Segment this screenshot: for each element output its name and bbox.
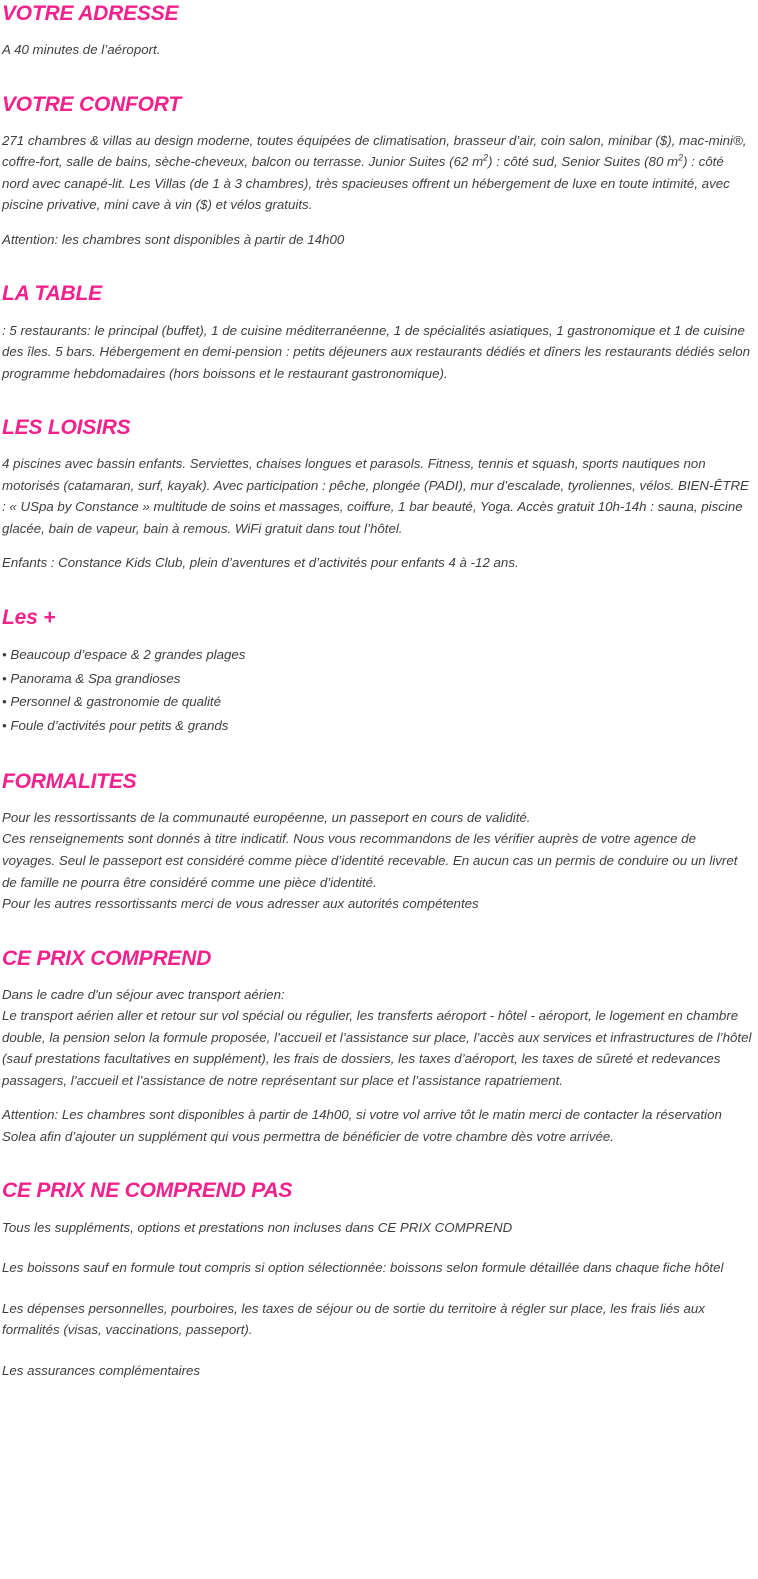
paragraph: 271 chambres & villas au design moderne, toutes équipées de climatisation, brasseur d’air, coin salon, minibar ($), mac-mini®, coffre-fort, salle de bains, sèche-cheveux, balcon ou terrasse. Junior Suites (62 $m^2$) : côté sud, Senior Suites (80 $m^2$) : côté nord avec canapé-lit. Les Villas (de 1 à 3 chambres), très spacieuses offrent un hébergement de luxe en toute intimité, avec piscine privative, mini cave à vin ($) et vélos gratuits. [2,132,747,213]
spacer [2,1091,752,1104]
section-ce-prix-comprend [2,947,752,1148]
spacer [2,67,752,93]
paragraph: Enfants : Constance Kids Club, plein d’aventures et d’activités pour enfants 4 à -12 ans. [2,555,519,571]
spacer [2,1153,752,1179]
list-item: • Panorama & Spa grandioses [2,670,181,686]
section-title: VOTRE CONFORT [2,92,182,116]
spacer [2,539,752,552]
paragraph: Ces renseignements sont donnés à titre indicatif. Nous vous recommandons de les vérifier auprès de votre agence de voyages. Seul le passeport est considéré comme pièce d’identité recevable. En aucun cas un permis de conduire ou un livret de famille ne pourra être considéré comme une pièce d’identité. [2,831,738,890]
spacer [2,580,752,606]
section-body [2,643,752,738]
section-title: Les + [2,606,56,629]
list-item: • Personnel & gastronomie de qualité [2,694,222,710]
section-la-table [2,282,752,384]
spacer [2,256,752,282]
spacer [2,390,752,416]
paragraph: Attention: les chambres sont disponibles à partir de 14h00 [2,231,345,247]
spacer [2,744,752,770]
section-body [2,984,752,1148]
section-ce-prix-ne-comprend-pas [2,1179,752,1381]
paragraph: Les dépenses personnelles, pourboires, les taxes de séjour ou de sortie du territoire à régler sur place, les frais liés aux formalités (visas, vaccinations, passeport). [2,1300,705,1338]
paragraph: 4 piscines avec bassin enfants. Serviettes, chaises longues et parasols. Fitness, tennis et squash, sports nautiques non motorisés (catamaran, surf, kayak). Avec participation : pêche, plongée (PADI), mur d’escalade, tyroliennes, vélos. BIEN-ÊTRE : « USpa by Constance » multitude de soins et massages, coiffure, 1 bar beauté, Yoga. Accès gratuit 10h-14h : sauna, piscine glacée, bain de vapeur, bain à remous. WiFi gratuit dans tout l’hôtel. [2,456,749,536]
section-title: FORMALITES [2,769,137,793]
section-title: LA TABLE [2,282,102,306]
spacer [2,1279,752,1298]
section-body [2,130,752,251]
section-les-loisirs [2,416,752,574]
section-title: VOTRE ADRESSE [2,2,179,25]
paragraph: A 40 minutes de l’aéroport. [2,42,161,58]
paragraph: Les assurances complémentaires [2,1362,201,1378]
paragraph: Pour les autres ressortissants merci de vous adresser aux autorités compétentes [2,896,479,912]
spacer [2,216,752,229]
section-title: CE PRIX COMPREND [2,946,212,970]
spacer [2,1238,752,1257]
section-body [2,1217,752,1382]
paragraph: Dans le cadre d'un séjour avec transport aérien: [2,986,285,1002]
section-votre-confort [2,93,752,251]
section-votre-adresse [2,0,752,61]
section-title: LES LOISIRS [2,416,131,440]
section-title: CE PRIX NE COMPREND PAS [2,1179,293,1203]
section-body [2,807,752,915]
spacer [2,921,752,947]
paragraph: Pour les ressortissants de la communauté européenne, un passeport en cours de validité. [2,809,531,825]
paragraph: Le transport aérien aller et retour sur vol spécial ou régulier, les transferts aéroport - hôtel - aéroport, le logement en chambre double, la pension selon la formule proposée, l’accueil et l’assistance sur place, l’accès aux services et infrastructures de l’hôtel (sauf prestations facultatives en supplément), les frais de dossiers, les taxes d’aéroport, les taxes de sûreté et redevances passagers, l’accueil et l’assistance de notre représentant sur place et l’assistance rapatriement. [2,1008,752,1088]
paragraph: : 5 restaurants: le principal (buffet), 1 de cuisine méditerranéenne, 1 de spécialités asiatiques, 1 gastronomique et 1 de cuisine des îles. 5 bars. Hébergement en demi-pension : petits déjeuners aux restaurants dédiés et dîners les restaurants dédiés selon programme hebdomadaires (hors boissons et le restaurant gastronomique). [2,322,751,381]
list-item: • Beaucoup d’espace & 2 grandes plages [2,647,246,663]
paragraph: Tous les suppléments, options et prestations non incluses dans CE PRIX COMPREND [2,1219,513,1235]
section-body [2,453,752,574]
section-body [2,320,752,385]
paragraph: Les boissons sauf en formule tout compris si option sélectionnée: boissons selon formule détaillée dans chaque fiche hôtel [2,1260,724,1276]
section-formalites [2,770,752,915]
section-les-plus [2,606,752,738]
section-body [2,39,752,61]
spacer [2,1341,752,1360]
paragraph: Attention: Les chambres sont disponibles à partir de 14h00, si votre vol arrive tôt le matin merci de contacter la réservation Solea afin d’ajouter un supplément qui vous permettra de bénéficier de votre chambre dès votre arrivée. [2,1107,722,1144]
list-item: • Foule d’activités pour petits & grands [2,718,229,734]
